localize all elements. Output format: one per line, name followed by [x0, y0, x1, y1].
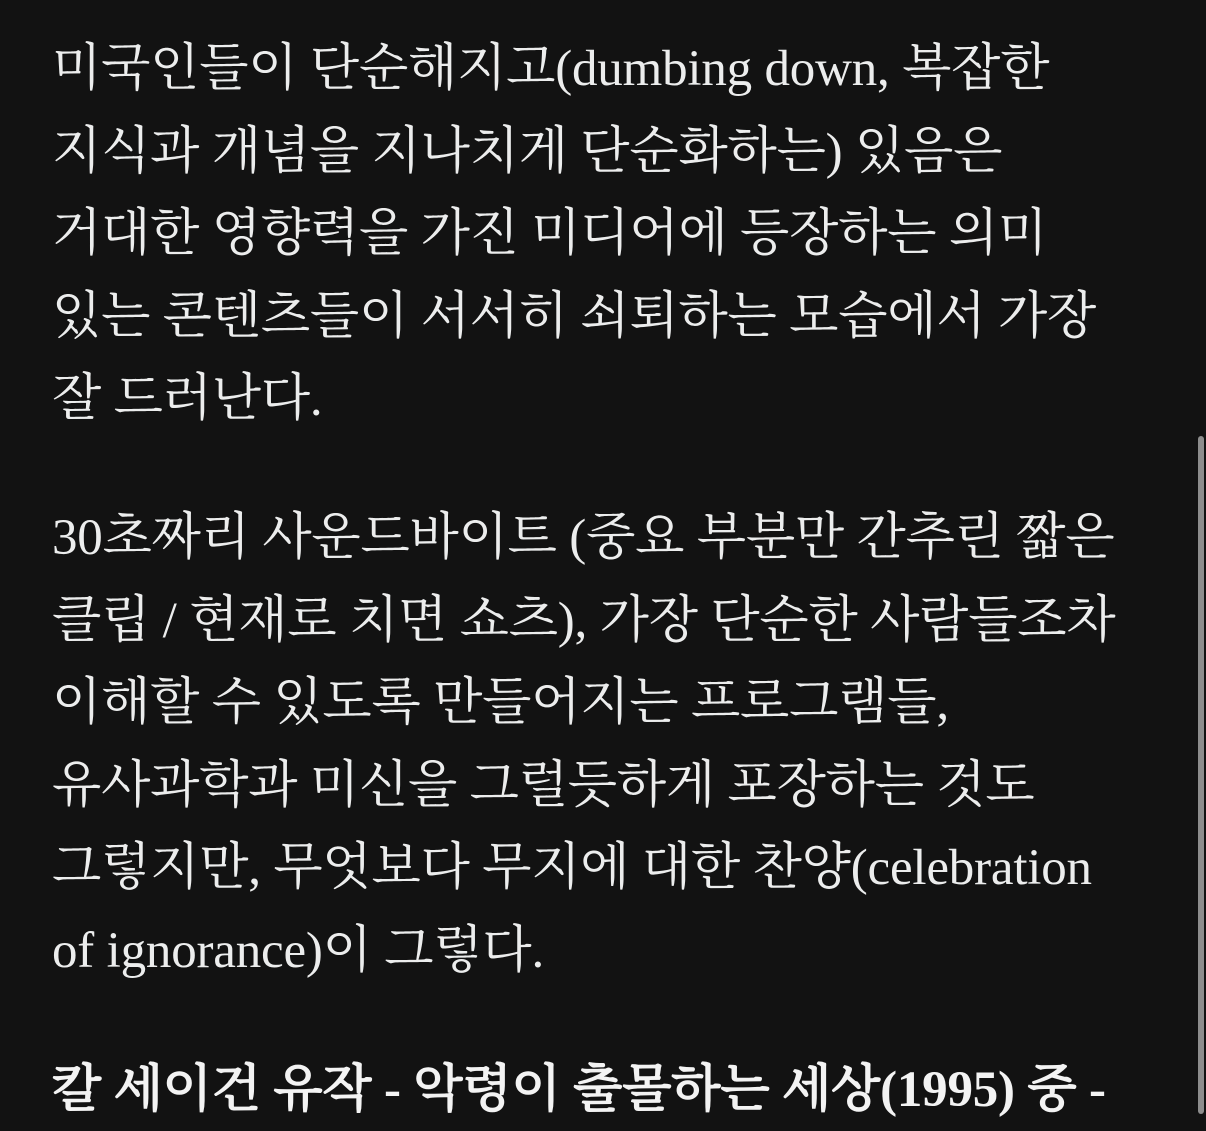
- paragraph-1: 미국인들이 단순해지고(dumbing down, 복잡한 지식과 개념을 지나치게 단순화하는) 있음은 거대한 영향력을 가진 미디어에 등장하는 의미 있는 콘텐츠들이 서서히 쇠퇴하는 모습에서 가장 잘 드러난다.: [52, 41, 1097, 428]
- paragraph-2: 30초짜리 사운드바이트 (중요 부분만 간추린 짧은 클립 / 현재로 치면 쇼츠), 가장 단순한 사람들조차 이해할 수 있도록 만들어지는 프로그램들, 유사과학과 미신을 그럴듯하게 포장하는 것도 그렇지만, 무엇보다 무지에 대한 찬양(celebration of ignorance)이 그렇다.: [52, 510, 1116, 980]
- paragraph-3-attribution: 칼 세이건 유작 - 악령이 출몰하는 세상(1995) 중 -: [52, 1061, 1106, 1118]
- scrollbar-thumb[interactable]: [1198, 436, 1204, 1114]
- vertical-scrollbar[interactable]: [1198, 0, 1206, 1114]
